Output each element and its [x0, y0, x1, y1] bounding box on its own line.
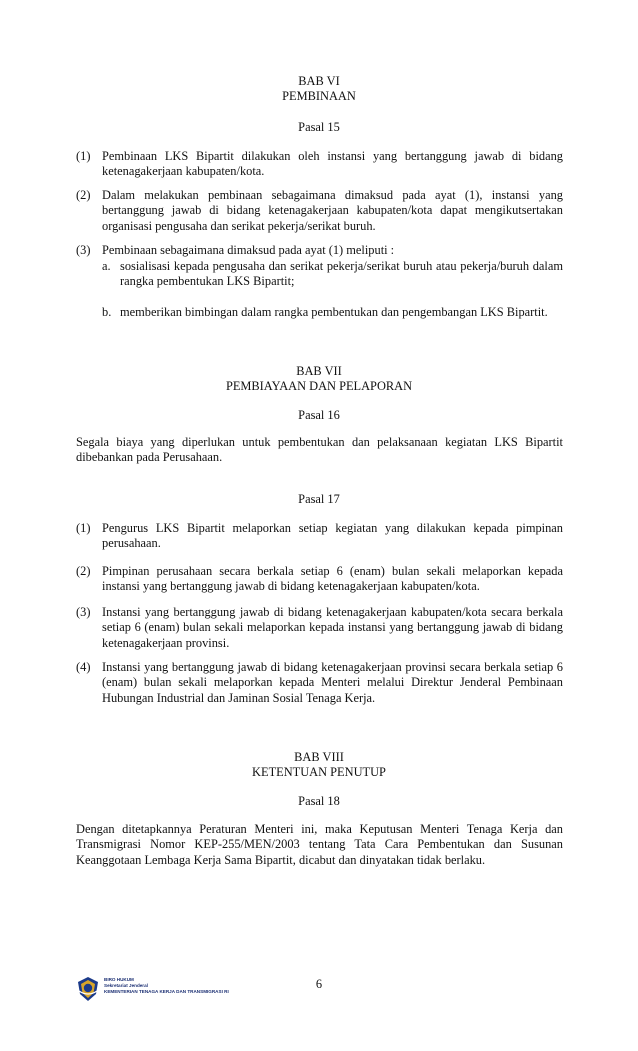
article-heading: Pasal 17: [298, 492, 340, 506]
chapter-subtitle: PEMBINAAN: [282, 89, 356, 103]
list-item: [76, 521, 563, 552]
list-item: [76, 243, 563, 258]
sub-item-label: b.: [102, 305, 112, 319]
item-number: (1): [76, 521, 91, 535]
item-text: Instansi yang bertanggung jawab di bidang ketenagakerjaan kabupaten/kota secara berkala setiap 6 (enam) bulan sekali melaporkan kepada instansi yang bertanggung jawab di bidang ketenagakerjaan provinsi.: [102, 605, 563, 650]
chapter-title: BAB VI: [298, 74, 340, 88]
article-heading: Pasal 15: [298, 120, 340, 134]
item-number: (2): [76, 564, 91, 578]
item-text: Pembinaan sebagaimana dimaksud pada ayat (1) meliputi :: [102, 243, 395, 257]
item-text: Pimpinan perusahaan secara berkala setiap 6 (enam) bulan sekali melaporkan kepada instansi yang bertanggung jawab di bidang ketenagakerjaan kabupaten/kota.: [102, 564, 563, 594]
item-number: (3): [76, 243, 91, 257]
sub-item-text: sosialisasi kepada pengusaha dan serikat pekerja/serikat buruh atau pekerja/buruh dalam rangka pembentukan LKS Bipartit;: [120, 259, 563, 289]
sub-item-label: a.: [102, 259, 111, 273]
logo-line-3: KEMENTERIAN TENAGA KERJA DAN TRANSMIGRASI RI: [104, 989, 229, 994]
sub-item: [102, 259, 563, 290]
paragraph: Segala biaya yang diperlukan untuk pembentukan dan pelaksanaan kegiatan LKS Bipartit dibebankan pada Perusahaan.: [76, 435, 563, 465]
item-text: Pengurus LKS Bipartit melaporkan setiap kegiatan yang dilakukan kepada pimpinan perusahaan.: [102, 521, 563, 551]
article-heading: Pasal 18: [298, 794, 340, 808]
item-text: Pembinaan LKS Bipartit dilakukan oleh instansi yang bertanggung jawab di bidang ketenagakerjaan kabupaten/kota.: [102, 149, 563, 179]
article-heading: Pasal 16: [298, 408, 340, 422]
chapter-title: BAB VII: [296, 364, 342, 378]
sub-item: [102, 305, 563, 320]
item-number: (4): [76, 660, 91, 674]
logo-line-2: Sekretariat Jenderal: [104, 983, 148, 988]
paragraph: Dengan ditetapkannya Peraturan Menteri ini, maka Keputusan Menteri Tenaga Kerja dan Transmigrasi Nomor KEP-255/MEN/2003 tentang Tata Cara Pembentukan dan Susunan Keanggotaan Lembaga Kerja Sama Bipartit, dicabut dan dinyatakan tidak berlaku.: [76, 822, 563, 867]
item-text: Dalam melakukan pembinaan sebagaimana dimaksud pada ayat (1), instansi yang bertanggung jawab di bidang ketenagakerjaan kabupaten/kota dapat mengikutsertakan organisasi pengusaha dan serikat pekerja/serikat buruh.: [102, 188, 563, 233]
item-number: (1): [76, 149, 91, 163]
list-item: [76, 564, 563, 595]
list-item: [76, 188, 563, 234]
page-number: 6: [315, 977, 323, 991]
list-item: [76, 149, 563, 180]
logo-line-1: BIRO HUKUM: [104, 977, 134, 982]
item-number: (2): [76, 188, 91, 202]
chapter-subtitle: PEMBIAYAAN DAN PELAPORAN: [225, 379, 413, 393]
sub-item-text: memberikan bimbingan dalam rangka pembentukan dan pengembangan LKS Bipartit.: [120, 305, 548, 319]
item-number: (3): [76, 605, 91, 619]
item-text: Instansi yang bertanggung jawab di bidang ketenagakerjaan provinsi secara berkala setiap 6 (enam) bulan sekali melaporkan kepada Menteri melalui Direktur Jenderal Pembinaan Hubungan Industrial dan Jaminan Sosial Tenaga Kerja.: [102, 660, 563, 705]
list-item: [76, 605, 563, 651]
chapter-title: BAB VIII: [294, 750, 344, 764]
chapter-subtitle: KETENTUAN PENUTUP: [252, 765, 386, 779]
list-item: [76, 660, 563, 706]
